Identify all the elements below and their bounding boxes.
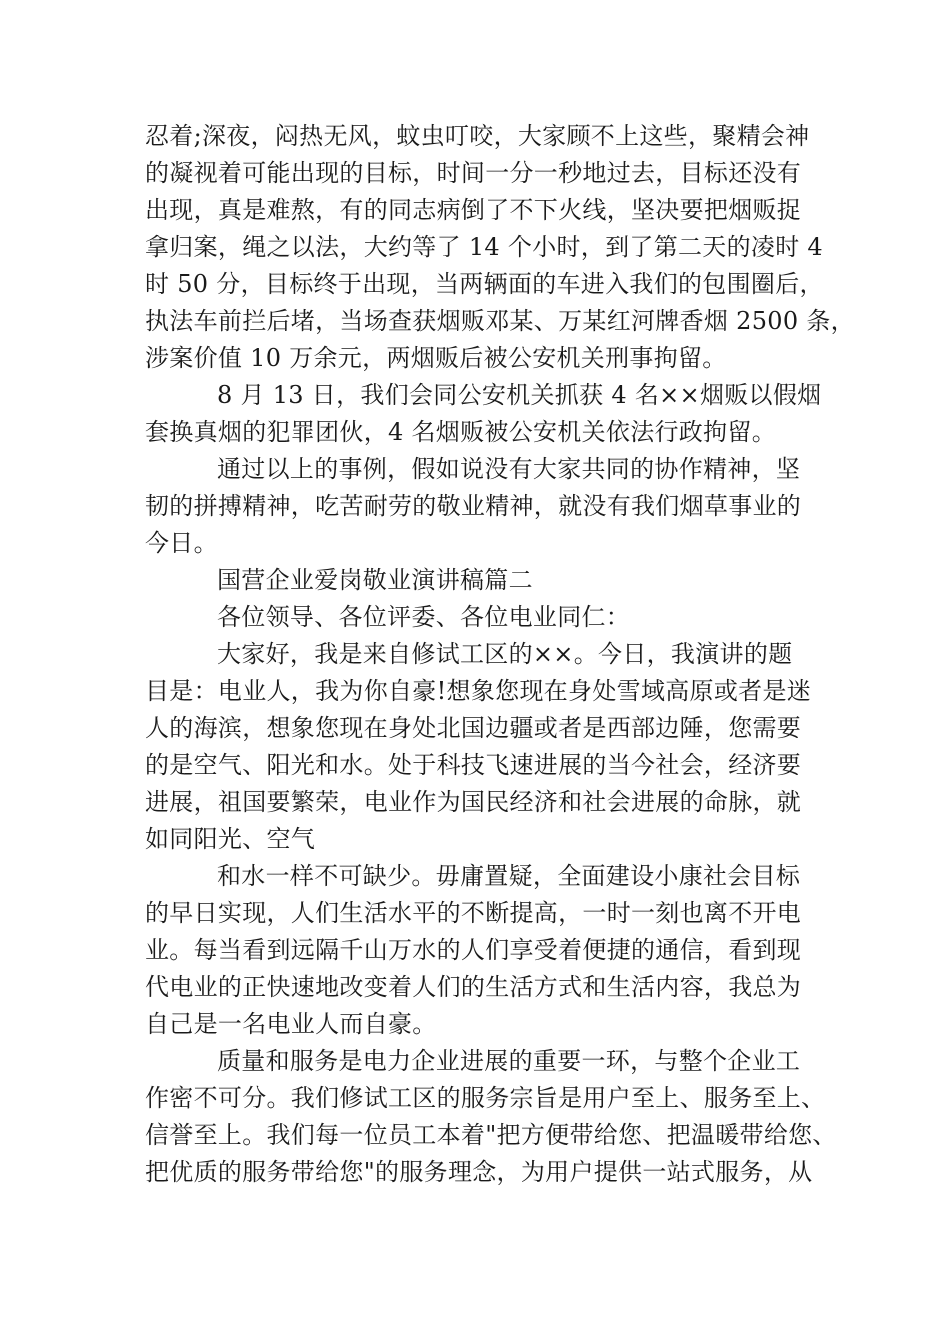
text-line: 目是：电业人，我为你自豪!想象您现在身处雪域高原或者是迷 — [145, 677, 812, 705]
text-line: 进展，祖国要繁荣，电业作为国民经济和社会进展的命脉，就 — [145, 788, 802, 816]
text-line: 各位领导、各位评委、各位电业同仁： — [217, 603, 631, 631]
text-line: 套换真烟的犯罪团伙，4 名烟贩被公安机关依法行政拘留。 — [145, 418, 776, 446]
text-line: 涉案价值 10 万余元，两烟贩后被公安机关刑事拘留。 — [145, 344, 727, 372]
text-line: 韧的拼搏精神，吃苦耐劳的敬业精神，就没有我们烟草事业的 — [145, 492, 802, 520]
text-line: 今日。 — [145, 529, 218, 557]
text-line: 代电业的正快速地改变着人们的生活方式和生活内容，我总为 — [145, 973, 802, 1001]
text-line: 8 月 13 日，我们会同公安机关抓获 4 名××烟贩以假烟 — [217, 381, 822, 409]
text-line: 的是空气、阳光和水。处于科技飞速进展的当今社会，经济要 — [145, 751, 802, 779]
text-line: 拿归案，绳之以法，大约等了 14 个小时，到了第二天的凌时 4 — [145, 233, 823, 261]
text-line: 执法车前拦后堵，当场查获烟贩邓某、万某红河牌香烟 2500 条， — [145, 307, 855, 335]
text-line: 通过以上的事例，假如说没有大家共同的协作精神，坚 — [217, 455, 801, 483]
text-line: 如同阳光、空气 — [145, 825, 316, 853]
text-line: 作密不可分。我们修试工区的服务宗旨是用户至上、服务至上、 — [145, 1084, 826, 1112]
text-line: 业。每当看到远隔千山万水的人们享受着便捷的通信，看到现 — [145, 936, 802, 964]
text-line: 大家好，我是来自修试工区的××。今日，我演讲的题 — [217, 640, 793, 668]
text-line: 忍着;深夜，闷热无风，蚊虫叮咬，大家顾不上这些，聚精会神 — [145, 122, 810, 150]
text-line: 信誉至上。我们每一位员工本着"把方便带给您、把温暖带给您、 — [145, 1121, 837, 1149]
text-line: 人的海滨，想象您现在身处北国边疆或者是西部边陲，您需要 — [145, 714, 802, 742]
text-line: 的凝视着可能出现的目标，时间一分一秒地过去，目标还没有 — [145, 159, 802, 187]
text-line: 出现，真是难熬，有的同志病倒了不下火线，坚决要把烟贩捉 — [145, 196, 802, 224]
text-line: 把优质的服务带给您"的服务理念，为用户提供一站式服务，从 — [145, 1158, 813, 1186]
text-line: 国营企业爱岗敬业演讲稿篇二 — [217, 566, 533, 594]
text-line: 和水一样不可缺少。毋庸置疑，全面建设小康社会目标 — [217, 862, 801, 890]
document-body — [145, 118, 855, 1191]
text-line: 质量和服务是电力企业进展的重要一环，与整个企业工 — [217, 1047, 801, 1075]
text-line: 自己是一名电业人而自豪。 — [145, 1010, 437, 1038]
text-line: 时 50 分，目标终于出现，当两辆面的车进入我们的包围圈后， — [145, 270, 824, 298]
text-line: 的早日实现，人们生活水平的不断提高，一时一刻也离不开电 — [145, 899, 802, 927]
